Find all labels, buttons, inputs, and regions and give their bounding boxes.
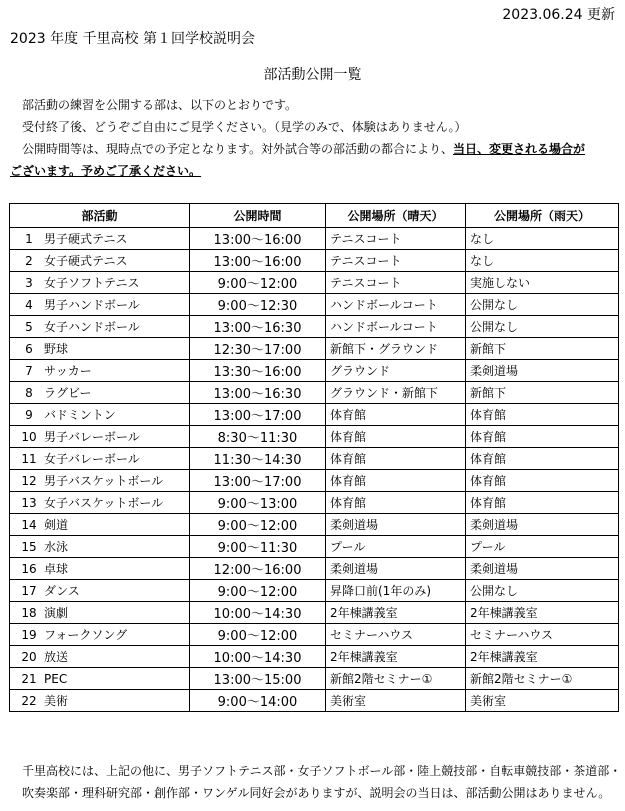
intro-text [10, 94, 622, 182]
time-cell: 12:30～17:00 [190, 338, 326, 360]
table-row [10, 404, 619, 426]
place-rain-cell: 2年棟講義室 [466, 602, 619, 624]
time-cell: 11:30～14:30 [190, 448, 326, 470]
row-number: 18 [21, 606, 37, 620]
club-name: 女子バレーボール [44, 452, 140, 466]
club-name: サッカー [44, 364, 92, 378]
club-name: 男子ハンドボール [44, 298, 140, 312]
club-cell [10, 360, 190, 382]
table-row [10, 382, 619, 404]
footer-line: 吹奏楽部・理科研究部・創作部・ワンゲル同好会がありますが、説明会の当日は、部活動公開はありません。 [22, 786, 611, 800]
club-name: 野球 [44, 342, 69, 356]
club-name: 女子ハンドボール [44, 320, 140, 334]
time-cell: 13:30～16:00 [190, 360, 326, 382]
intro-line: 受付終了後、どうぞご自由にご見学ください。（見学のみで、体験はありません。） [22, 120, 467, 134]
club-cell [10, 558, 190, 580]
place-rain-cell: 体育館 [466, 404, 619, 426]
club-name: 男子バレーボール [44, 430, 140, 444]
club-schedule-table [9, 203, 619, 712]
table-row [10, 272, 619, 294]
club-cell [10, 646, 190, 668]
table-row [10, 668, 619, 690]
club-name: 水泳 [44, 540, 69, 554]
place-rain-cell: 実施しない [466, 272, 619, 294]
row-number: 10 [21, 430, 37, 444]
place-rain-cell: 体育館 [466, 448, 619, 470]
intro-line: 部活動の練習を公開する部は、以下のとおりです。 [22, 98, 298, 112]
time-cell: 9:00～11:30 [190, 536, 326, 558]
row-number: 11 [21, 452, 37, 466]
place-fine-cell: 新館2階セミナー① [326, 668, 466, 690]
club-cell [10, 316, 190, 338]
table-row [10, 228, 619, 250]
footer-line: 千里高校には、上記の他に、男子ソフトテニス部・女子ソフトボール部・陸上競技部・自転車競技部・茶道部・ [22, 764, 622, 778]
place-rain-cell: 柔剣道場 [466, 558, 619, 580]
column-header-place-rain: 公開場所（雨天） [466, 204, 619, 228]
table-row [10, 624, 619, 646]
club-cell [10, 690, 190, 712]
time-cell: 13:00～17:00 [190, 470, 326, 492]
place-rain-cell: なし [466, 228, 619, 250]
club-name: 男子バスケットボール [44, 474, 164, 488]
time-cell: 9:00～12:00 [190, 272, 326, 294]
time-cell: 9:00～12:30 [190, 294, 326, 316]
row-number: 2 [25, 254, 33, 268]
place-fine-cell: 体育館 [326, 426, 466, 448]
club-name: 剣道 [44, 518, 69, 532]
table-row [10, 514, 619, 536]
row-number: 14 [21, 518, 37, 532]
place-rain-cell: 公開なし [466, 316, 619, 338]
place-fine-cell: 2年棟講義室 [326, 602, 466, 624]
row-number: 7 [25, 364, 33, 378]
table-row [10, 448, 619, 470]
club-name: バドミントン [44, 408, 116, 422]
row-number: 9 [25, 408, 33, 422]
table-row [10, 426, 619, 448]
row-number: 1 [25, 232, 33, 246]
place-fine-cell: 新館下・グラウンド [326, 338, 466, 360]
place-rain-cell: 新館下 [466, 382, 619, 404]
time-cell: 13:00～16:00 [190, 228, 326, 250]
place-rain-cell: 美術室 [466, 690, 619, 712]
table-row [10, 580, 619, 602]
club-name: ラグビー [44, 386, 92, 400]
place-rain-cell: 体育館 [466, 492, 619, 514]
time-cell: 13:00～16:30 [190, 382, 326, 404]
club-cell [10, 294, 190, 316]
place-fine-cell: 柔剣道場 [326, 558, 466, 580]
row-number: 8 [25, 386, 33, 400]
column-header-time: 公開時間 [190, 204, 326, 228]
place-fine-cell: 体育館 [326, 470, 466, 492]
place-rain-cell: 体育館 [466, 426, 619, 448]
club-name: フォークソング [44, 628, 128, 642]
row-number: 16 [21, 562, 37, 576]
table-row [10, 602, 619, 624]
intro-line [10, 160, 622, 182]
footer-note [10, 760, 622, 804]
place-rain-cell: なし [466, 250, 619, 272]
club-name: 放送 [44, 650, 69, 664]
club-cell [10, 624, 190, 646]
club-cell [10, 250, 190, 272]
place-fine-cell: 昇降口前(1年のみ) [326, 580, 466, 602]
club-cell [10, 492, 190, 514]
place-fine-cell: テニスコート [326, 250, 466, 272]
place-fine-cell: ハンドボールコート [326, 294, 466, 316]
place-fine-cell: テニスコート [326, 272, 466, 294]
club-name: 演劇 [44, 606, 69, 620]
table-row [10, 492, 619, 514]
row-number: 3 [25, 276, 33, 290]
place-fine-cell: テニスコート [326, 228, 466, 250]
club-cell [10, 382, 190, 404]
place-fine-cell: 体育館 [326, 492, 466, 514]
row-number: 6 [25, 342, 33, 356]
place-fine-cell: セミナーハウス [326, 624, 466, 646]
row-number: 5 [25, 320, 33, 334]
place-rain-cell: 体育館 [466, 470, 619, 492]
club-cell [10, 404, 190, 426]
row-number: 19 [21, 628, 37, 642]
table-row [10, 250, 619, 272]
club-cell [10, 536, 190, 558]
table-row [10, 316, 619, 338]
table-header-row [10, 204, 619, 228]
club-cell [10, 602, 190, 624]
club-cell [10, 228, 190, 250]
club-cell [10, 580, 190, 602]
row-number: 15 [21, 540, 37, 554]
place-fine-cell: グラウンド・新館下 [326, 382, 466, 404]
time-cell: 8:30～11:30 [190, 426, 326, 448]
table-body [10, 228, 619, 712]
place-fine-cell: プール [326, 536, 466, 558]
time-cell: 9:00～12:00 [190, 580, 326, 602]
club-cell [10, 448, 190, 470]
place-fine-cell: 体育館 [326, 404, 466, 426]
place-rain-cell: 2年棟講義室 [466, 646, 619, 668]
club-name: 女子ソフトテニス [44, 276, 140, 290]
place-fine-cell: 2年棟講義室 [326, 646, 466, 668]
time-cell: 9:00～13:00 [190, 492, 326, 514]
place-rain-cell: 新館下 [466, 338, 619, 360]
table-row [10, 536, 619, 558]
intro-plain-text: 公開時間等は、現時点での予定となります。対外試合等の部活動の都合により、 [22, 142, 454, 156]
club-name: 女子バスケットボール [44, 496, 164, 510]
club-cell [10, 272, 190, 294]
club-cell [10, 338, 190, 360]
club-name: 女子硬式テニス [44, 254, 128, 268]
row-number: 22 [21, 694, 37, 708]
time-cell: 13:00～17:00 [190, 404, 326, 426]
time-cell: 13:00～15:00 [190, 668, 326, 690]
club-name: ダンス [44, 584, 80, 598]
row-number: 21 [21, 671, 37, 686]
table-row [10, 338, 619, 360]
club-name: PEC [44, 671, 68, 686]
time-cell: 9:00～14:00 [190, 690, 326, 712]
place-fine-cell: 柔剣道場 [326, 514, 466, 536]
row-number: 12 [21, 474, 37, 488]
club-name: 美術 [44, 694, 69, 708]
place-rain-cell: 新館2階セミナー① [466, 668, 619, 690]
time-cell: 10:00～14:30 [190, 602, 326, 624]
club-cell [10, 668, 190, 690]
table-row [10, 558, 619, 580]
table-row [10, 646, 619, 668]
place-fine-cell: グラウンド [326, 360, 466, 382]
row-number: 17 [21, 584, 37, 598]
club-cell [10, 426, 190, 448]
place-rain-cell: プール [466, 536, 619, 558]
place-rain-cell: 柔剣道場 [466, 514, 619, 536]
table-row [10, 360, 619, 382]
page-title: 部活動公開一覧 [263, 67, 362, 83]
table-row [10, 294, 619, 316]
club-name: 卓球 [44, 562, 69, 576]
column-header-club: 部活動 [10, 204, 190, 228]
time-cell: 13:00～16:00 [190, 250, 326, 272]
time-cell: 12:00～16:00 [190, 558, 326, 580]
row-number: 13 [21, 496, 37, 510]
time-cell: 10:00～14:30 [190, 646, 326, 668]
place-fine-cell: ハンドボールコート [326, 316, 466, 338]
place-rain-cell: 公開なし [466, 580, 619, 602]
change-notice-emphasis: 当日、変更される場合が [453, 142, 586, 156]
time-cell: 9:00～12:00 [190, 514, 326, 536]
table-row [10, 470, 619, 492]
table-row [10, 690, 619, 712]
club-cell [10, 470, 190, 492]
change-notice-emphasis: ございます。予めご了承ください。 [10, 164, 202, 178]
place-rain-cell: セミナーハウス [466, 624, 619, 646]
place-fine-cell: 体育館 [326, 448, 466, 470]
row-number: 4 [25, 298, 33, 312]
club-name: 男子硬式テニス [44, 232, 128, 246]
time-cell: 13:00～16:30 [190, 316, 326, 338]
updated-date: 2023.06.24 更新 [502, 7, 615, 23]
place-fine-cell: 美術室 [326, 690, 466, 712]
column-header-place-fine: 公開場所（晴天） [326, 204, 466, 228]
club-cell [10, 514, 190, 536]
time-cell: 9:00～12:00 [190, 624, 326, 646]
place-rain-cell: 柔剣道場 [466, 360, 619, 382]
place-rain-cell: 公開なし [466, 294, 619, 316]
intro-line [10, 138, 622, 160]
row-number: 20 [21, 650, 37, 664]
event-title: 2023 年度 千里高校 第１回学校説明会 [10, 31, 255, 47]
